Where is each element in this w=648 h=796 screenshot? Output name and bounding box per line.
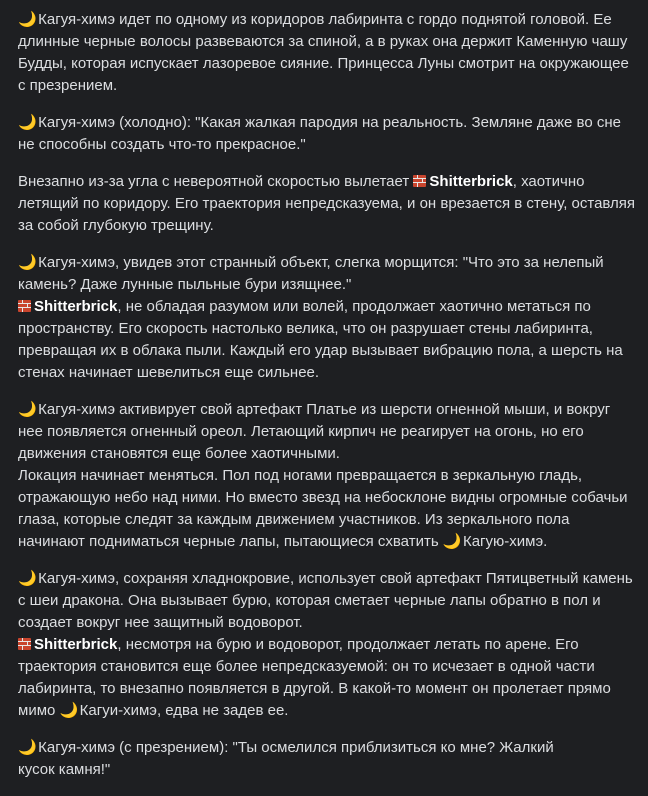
- text-segment: летящий по коридору. Его траектория непредсказуема, и он врезается в стену, оставляя: [18, 195, 636, 212]
- text-segment: Будды, которая испускает лазоревое сияние. Принцесса Луны смотрит на окружающее: [18, 55, 629, 72]
- text-line: [18, 296, 636, 318]
- text-segment: начинают подниматься черные лапы, пытающиеся схватить: [18, 533, 443, 550]
- text-line: [18, 465, 636, 487]
- text-line: [18, 678, 636, 700]
- text-segment: , хаотично: [512, 173, 585, 190]
- crescent-moon-icon: 🌙: [18, 114, 37, 131]
- text-segment: Кагую-химэ.: [458, 533, 548, 550]
- character-name: Shitterbrick: [429, 173, 513, 190]
- brick-icon: [18, 638, 31, 650]
- text-line: [18, 421, 636, 443]
- text-line: [18, 9, 636, 31]
- crescent-moon-icon: 🌙: [59, 702, 79, 719]
- text-line: [18, 274, 636, 296]
- text-segment: глаза, которые следят за каждым движением участников. Из зеркального пола: [18, 511, 570, 528]
- text-line: [18, 509, 636, 531]
- text-segment: не способны создать что-то прекрасное.": [18, 136, 306, 153]
- crescent-moon-icon: 🌙: [18, 739, 37, 756]
- text-line: [18, 53, 636, 75]
- text-line: [18, 634, 636, 656]
- text-segment: нее появляется огненный ореол. Летающий кирпич не реагирует на огонь, но его: [18, 423, 584, 440]
- text-line: [18, 590, 636, 612]
- text-segment: за собой глубокую трещину.: [18, 217, 214, 234]
- text-line: [18, 340, 636, 362]
- text-segment: Кагуя-химэ (с презрением): "Ты осмелился приблизиться ко мне? Жалкий: [34, 739, 554, 756]
- text-line: [18, 318, 636, 340]
- text-segment: мимо: [18, 702, 60, 719]
- text-line: [18, 759, 636, 781]
- brick-icon: [18, 300, 31, 312]
- text-line: [18, 362, 636, 384]
- text-line: [18, 134, 636, 156]
- text-segment: лабиринта, то внезапно появляется в другой. В какой-то момент он пролетает прямо: [18, 680, 611, 697]
- text-line: [18, 112, 636, 134]
- text-segment: движения становятся еще более хаотичными.: [18, 445, 340, 462]
- text-line: [18, 612, 636, 634]
- message-paragraph: [18, 112, 636, 156]
- text-line: [18, 215, 636, 237]
- text-line: [18, 193, 636, 215]
- text-line: [18, 568, 636, 590]
- message-paragraph: [18, 252, 636, 384]
- text-line: [18, 31, 636, 53]
- text-segment: Кагуя-химэ, сохраняя хладнокровие, использует свой артефакт Пятицветный камень: [34, 570, 633, 587]
- text-segment: , несмотря на бурю и водоворот, продолжает летать по арене. Его: [117, 636, 579, 653]
- text-line: [18, 487, 636, 509]
- text-segment: пространству. Его скорость настолько велика, что он разрушает стены лабиринта,: [18, 320, 593, 337]
- text-segment: создает вокруг нее защитный водоворот.: [18, 614, 303, 631]
- crescent-moon-icon: 🌙: [18, 570, 37, 587]
- text-segment: Кагуи-химэ, едва не задев ее.: [75, 702, 289, 719]
- text-segment: отражающую небо над ними. Но вместо звезд на небосклоне видны огромные собачьи: [18, 489, 628, 506]
- text-line: [18, 531, 636, 553]
- message-paragraph: [18, 568, 636, 722]
- crescent-moon-icon: 🌙: [18, 11, 37, 28]
- text-segment: длинные черные волосы развеваются за спиной, а в руках она держит Каменную чашу: [18, 33, 628, 50]
- text-line: [18, 399, 636, 421]
- text-segment: , не обладая разумом или волей, продолжает хаотично метаться по: [117, 298, 591, 315]
- message-paragraph: [18, 171, 636, 237]
- text-line: [18, 656, 636, 678]
- text-segment: Кагуя-химэ активирует свой артефакт Платье из шерсти огненной мыши, и вокруг: [34, 401, 611, 418]
- text-segment: Локация начинает меняться. Пол под ногами превращается в зеркальную гладь,: [18, 467, 583, 484]
- text-line: [18, 252, 636, 274]
- crescent-moon-icon: 🌙: [18, 401, 37, 418]
- text-line: [18, 700, 636, 722]
- text-line: [18, 171, 636, 193]
- character-name: Shitterbrick: [34, 298, 118, 315]
- text-segment: камень? Даже лунные пыльные бури изящнее.": [18, 276, 352, 293]
- brick-icon: [413, 175, 426, 187]
- text-line: [18, 443, 636, 465]
- crescent-moon-icon: 🌙: [442, 533, 462, 550]
- text-segment: Кагуя-химэ, увидев этот странный объект, слегка морщится: "Что это за нелепый: [34, 254, 604, 271]
- text-segment: с шеи дракона. Она вызывает бурю, которая сметает черные лапы обратно в пол и: [18, 592, 601, 609]
- message-paragraph: [18, 737, 636, 781]
- text-segment: стенах начинает шевелиться еще сильнее.: [18, 364, 320, 381]
- text-segment: траектория становится еще более непредсказуемой: он то исчезает в одной части: [18, 658, 595, 675]
- text-segment: Кагуя-химэ (холодно): "Какая жалкая пародия на реальность. Земляне даже во сне: [34, 114, 621, 131]
- text-segment: кусок камня!": [18, 761, 111, 778]
- text-line: [18, 737, 636, 759]
- message-log: [18, 9, 636, 796]
- message-paragraph: [18, 9, 636, 97]
- text-line: [18, 75, 636, 97]
- character-name: Shitterbrick: [34, 636, 118, 653]
- crescent-moon-icon: 🌙: [18, 254, 37, 271]
- text-segment: с презрением.: [18, 77, 118, 94]
- text-segment: Кагуя-химэ идет по одному из коридоров лабиринта с гордо поднятой головой. Ее: [34, 11, 612, 28]
- message-paragraph: [18, 399, 636, 553]
- text-segment: Внезапно из-за угла с невероятной скоростью вылетает: [18, 173, 414, 190]
- text-segment: превращая их в облака пыли. Каждый его удар вызывает вибрацию пола, а шерсть на: [18, 342, 623, 359]
